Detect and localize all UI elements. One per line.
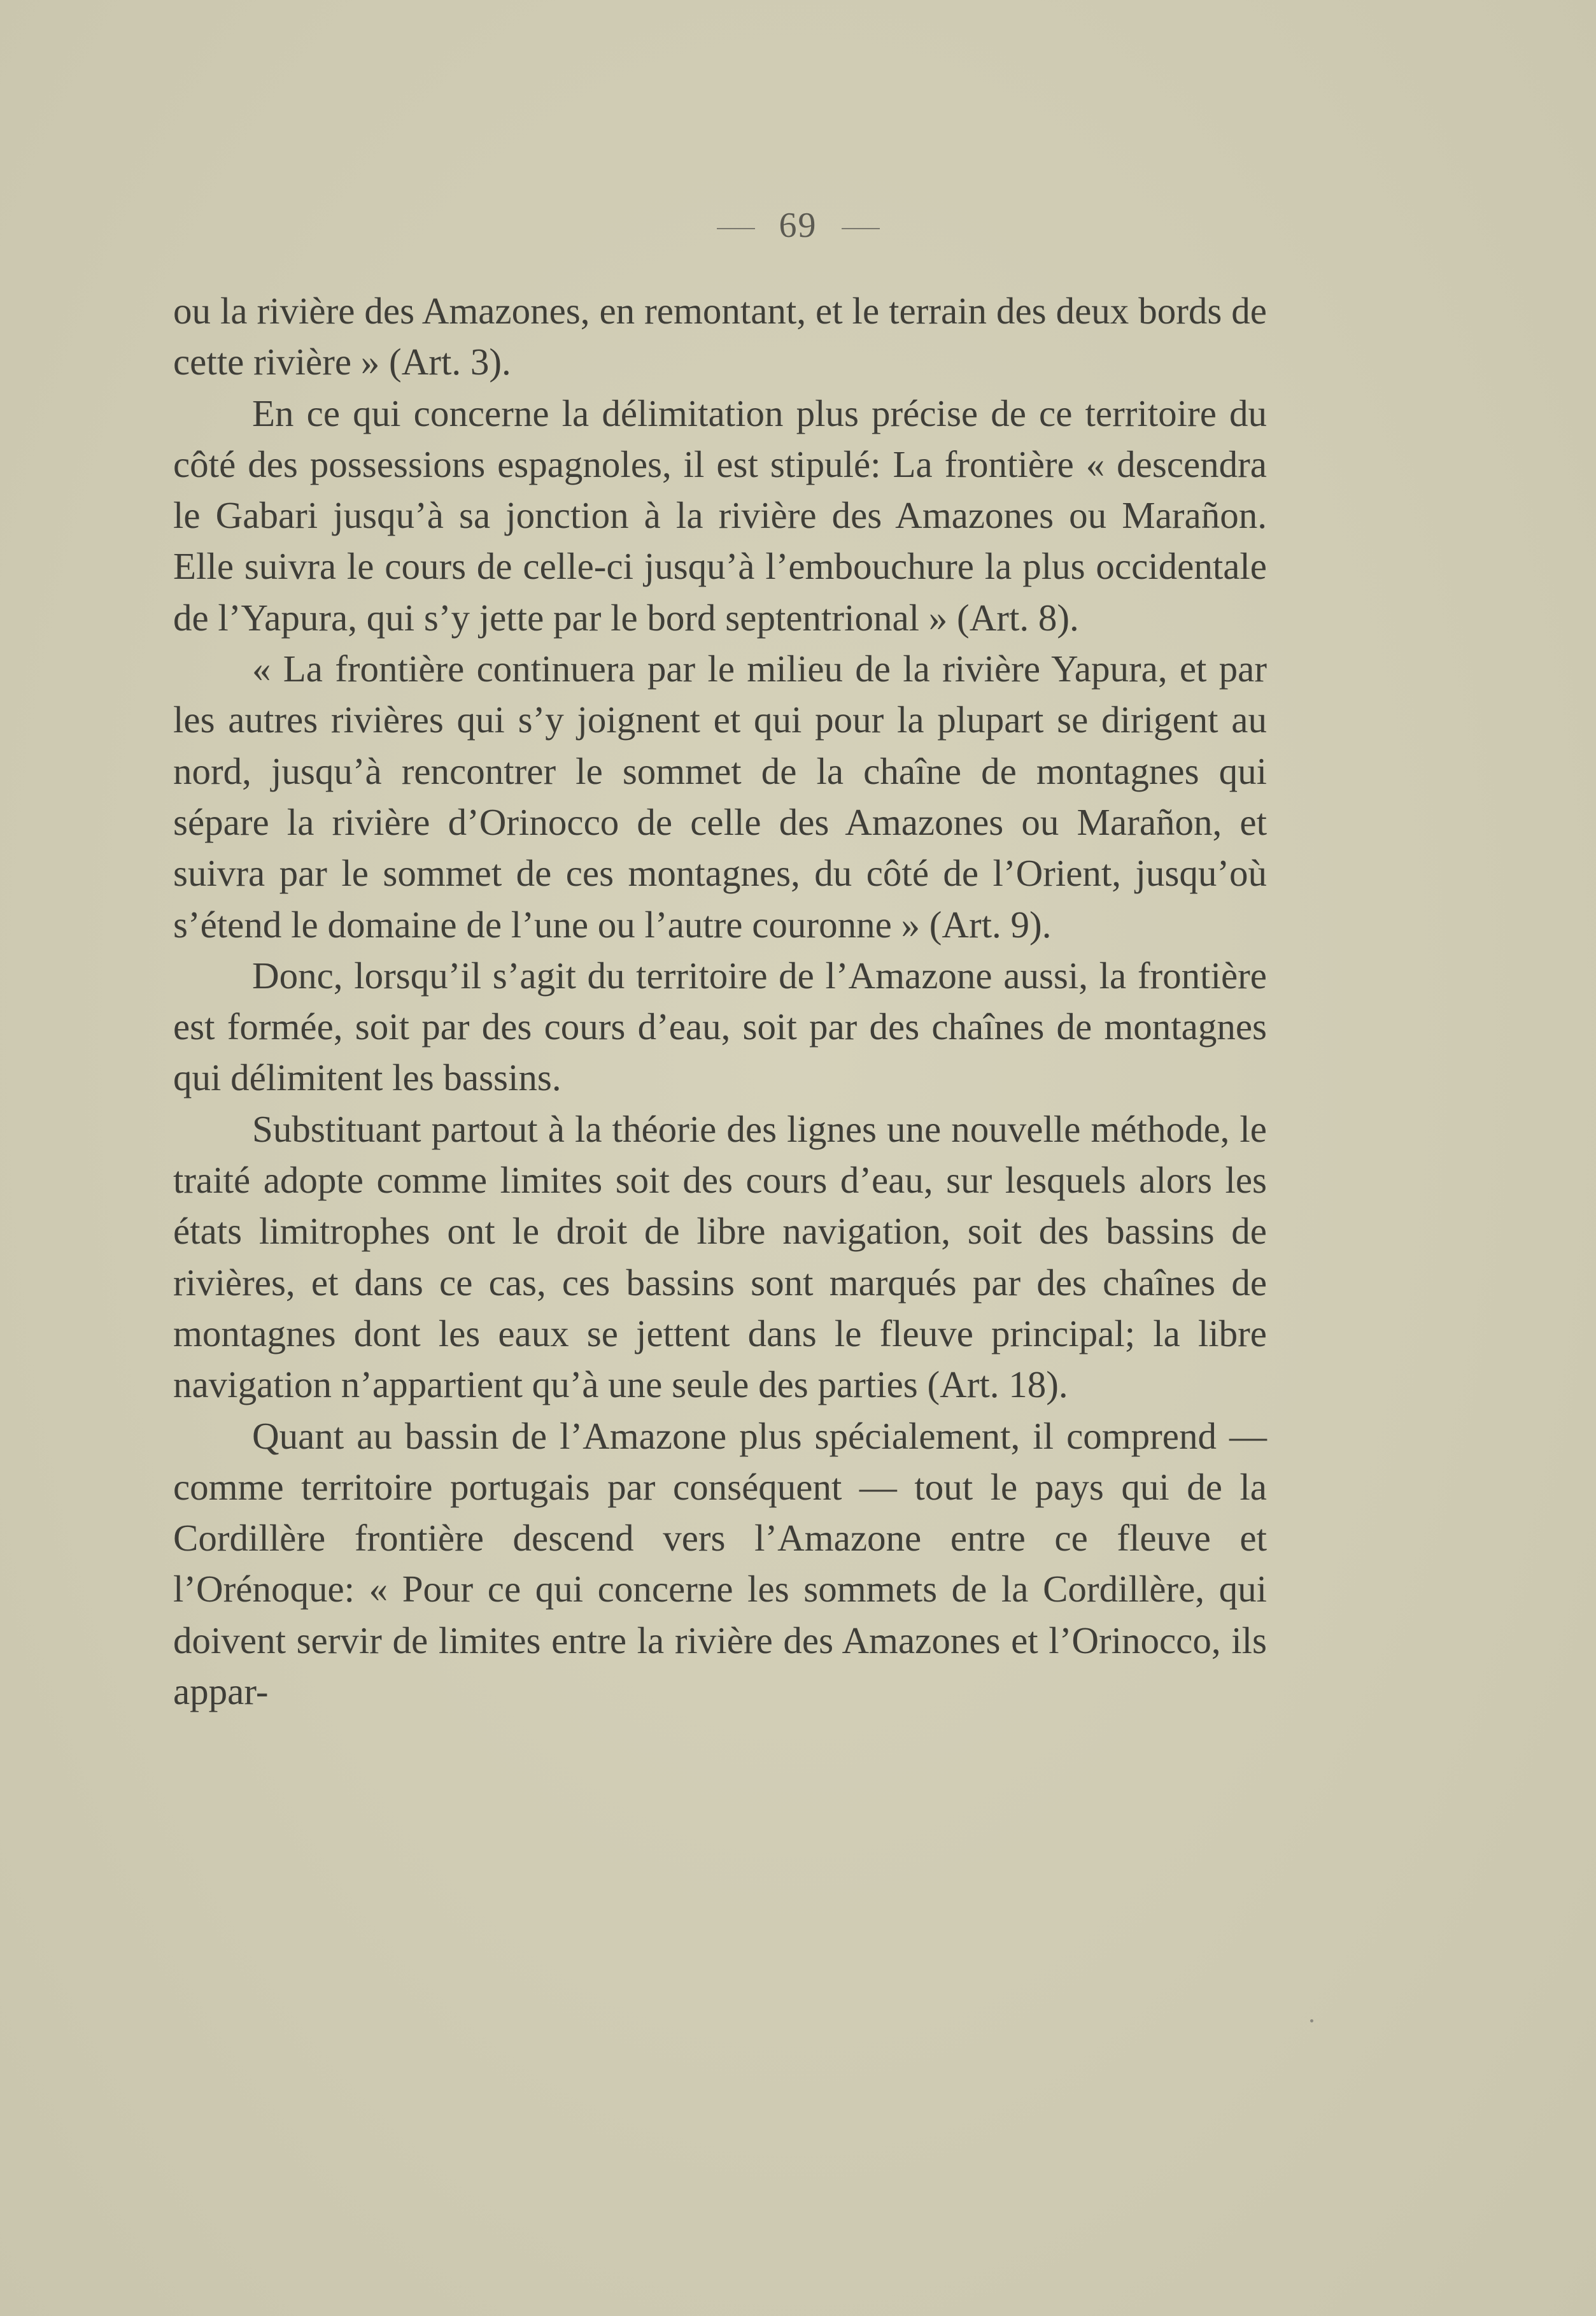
body-text <box>173 285 1267 1717</box>
paragraph-3: « La frontière continuera par le milieu de la rivière Yapura, et par les autres rivières qui s’y joignent et qui pour la plupart se dirigent au nord, jusqu’à rencontrer le sommet de la chaîne de montagnes qui sépare la rivière d’Orinocco de celle des Amazones ou Marañon, et suivra par le sommet de ces montagnes, du côté de l’Orient, jusqu’où s’étend le domaine de l’une ou l’autre couronne » (Art. 9). <box>173 648 1267 946</box>
paragraph-2: En ce qui concerne la délimitation plus précise de ce territoire du côté des possessions espagnoles, il est stipulé: La frontière « descendra le Gabari jusqu’à sa jonction à la rivière des Amazones ou Marañon. Elle suivra le cours de celle-ci jusqu’à l’embouchure la plus occidentale de l’Yapura, qui s’y jette par le bord septentrional » (Art. 8). <box>173 392 1267 639</box>
paragraph-5: Substituant partout à la théorie des lignes une nouvelle méthode, le traité adopte comme limites soit des cours d’eau, sur lesquels alors les états limitrophes ont le droit de libre navigation, soit des bassins de rivières, et dans ce cas, ces bassins sont marqués par des chaînes de montagnes dont les eaux se jettent dans le fleuve principal; la libre navigation n’appartient qu’à une seule des parties (Art. 18). <box>173 1107 1267 1406</box>
paper-speck <box>1310 2019 1313 2022</box>
right-dash <box>842 228 880 229</box>
paragraph-1: ou la rivière des Amazones, en remontant, et le terrain des deux bords de cette rivière » (Art. 3). <box>173 290 1267 383</box>
page-number-header <box>0 205 1596 246</box>
left-dash <box>717 228 755 229</box>
page-number: 69 <box>779 206 817 245</box>
paragraph-4: Donc, lorsqu’il s’agit du territoire de l’Amazone aussi, la frontière est formée, soit par des cours d’eau, soit par des chaînes de montagnes qui délimitent les bassins. <box>173 954 1267 1099</box>
paragraph-6: Quant au bassin de l’Amazone plus spécialement, il comprend — comme territoire portugais par conséquent — tout le pays qui de la Cordillère frontière descend vers l’Amazone entre ce fleuve et l’Orénoque: « Pour ce qui concerne les sommets de la Cordillère, qui doivent servir de limites entre la rivière des Amazones et l’Orinocco, ils appar- <box>173 1414 1267 1713</box>
